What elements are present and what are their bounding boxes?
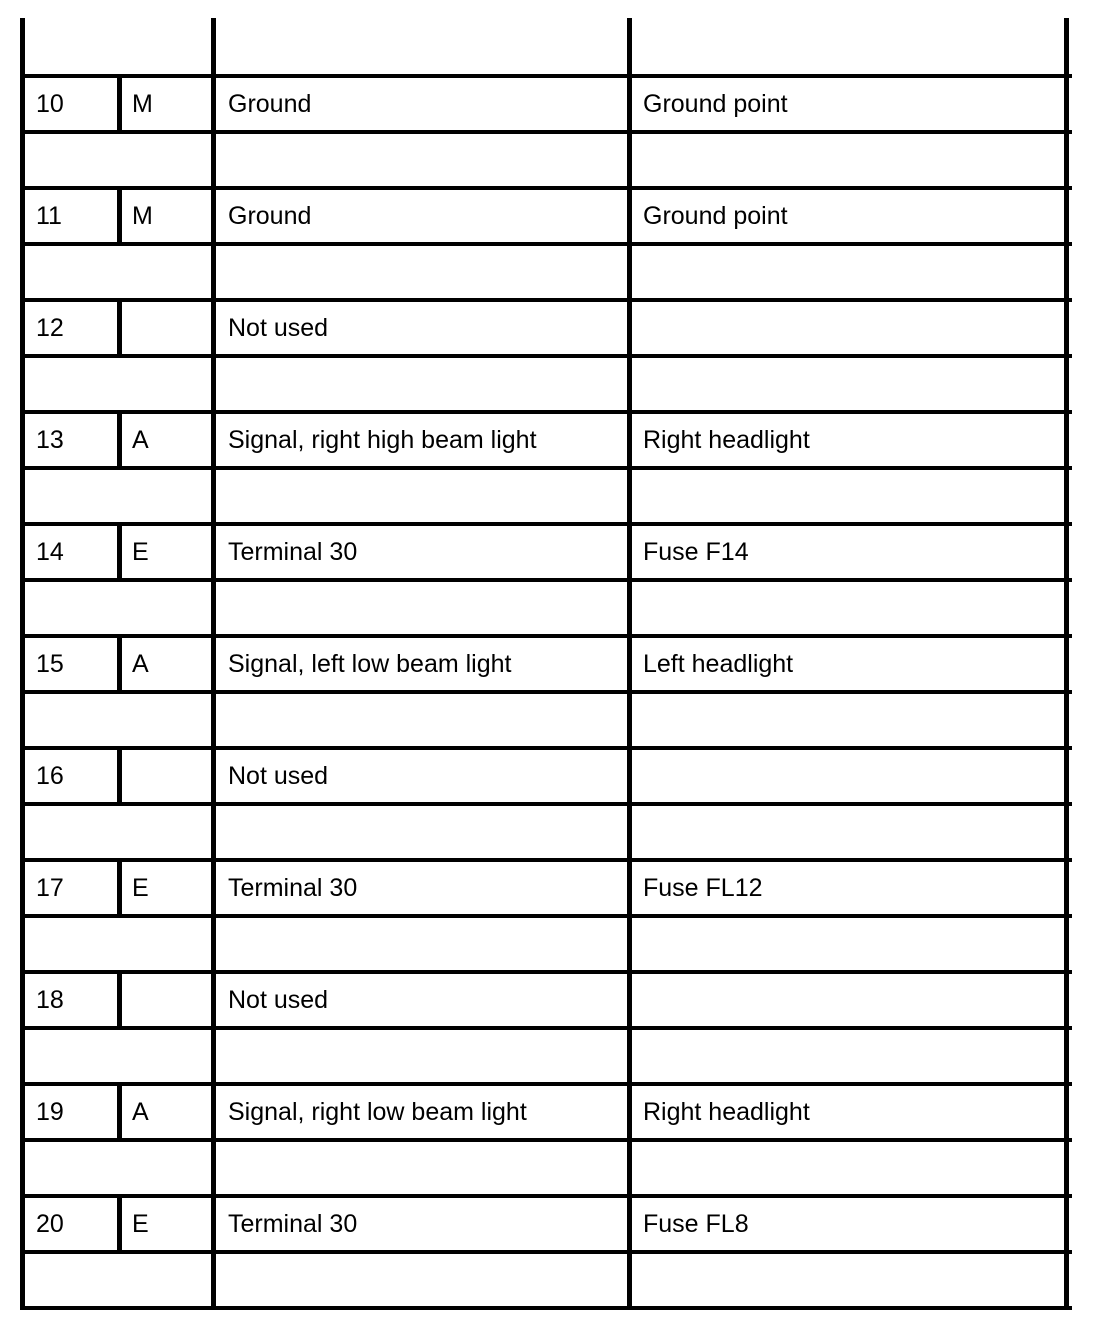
pin-cell: 16 bbox=[36, 761, 64, 790]
description-cell: Signal, right low beam light bbox=[228, 1097, 527, 1126]
component-cell: Ground point bbox=[643, 201, 788, 230]
component-cell: Left headlight bbox=[643, 649, 794, 678]
pin-cell: 18 bbox=[36, 985, 64, 1014]
type-cell bbox=[118, 750, 214, 802]
row-border bbox=[22, 914, 1072, 918]
description-cell: Signal, left low beam light bbox=[228, 649, 512, 678]
type-cell: A bbox=[132, 649, 149, 678]
pin-cell: 14 bbox=[36, 537, 64, 566]
pin-cell: 15 bbox=[36, 649, 64, 678]
component-cell: Right headlight bbox=[643, 1097, 810, 1126]
table-row bbox=[22, 190, 1072, 242]
table-row bbox=[22, 638, 1072, 690]
description-cell: Not used bbox=[228, 985, 329, 1014]
description-cell: Terminal 30 bbox=[228, 1209, 358, 1238]
description-cell: Ground bbox=[228, 89, 312, 118]
row-border bbox=[22, 130, 1072, 134]
row-border bbox=[22, 354, 1072, 358]
pin-cell: 20 bbox=[36, 1209, 64, 1238]
row-border bbox=[22, 1250, 1072, 1254]
type-cell: E bbox=[132, 873, 149, 902]
component-cell bbox=[629, 302, 1066, 354]
type-cell: E bbox=[132, 537, 149, 566]
row-border bbox=[22, 1026, 1072, 1030]
type-cell bbox=[118, 302, 214, 354]
row-border bbox=[22, 802, 1072, 806]
component-cell: Ground point bbox=[643, 89, 788, 118]
pin-cell: 10 bbox=[36, 89, 64, 118]
table-bottom-border bbox=[22, 1306, 1072, 1310]
table-row bbox=[22, 302, 1072, 354]
row-border bbox=[22, 466, 1072, 470]
component-cell: Fuse FL8 bbox=[643, 1209, 749, 1238]
table-row bbox=[22, 1086, 1072, 1138]
table-row bbox=[22, 862, 1072, 914]
description-cell: Signal, right high beam light bbox=[228, 425, 537, 454]
table-row bbox=[22, 414, 1072, 466]
component-cell bbox=[629, 974, 1066, 1026]
table-row bbox=[22, 1198, 1072, 1250]
table-row bbox=[22, 974, 1072, 1026]
table-row bbox=[22, 78, 1072, 130]
type-cell: M bbox=[132, 89, 153, 118]
description-cell: Terminal 30 bbox=[228, 537, 358, 566]
description-cell: Ground bbox=[228, 201, 312, 230]
table-row bbox=[22, 526, 1072, 578]
type-cell: A bbox=[132, 425, 149, 454]
row-border bbox=[22, 1138, 1072, 1142]
row-border bbox=[22, 578, 1072, 582]
row-border bbox=[22, 242, 1072, 246]
row-border bbox=[22, 690, 1072, 694]
pin-cell: 17 bbox=[36, 873, 64, 902]
type-cell bbox=[118, 974, 214, 1026]
type-cell: M bbox=[132, 201, 153, 230]
type-cell: E bbox=[132, 1209, 149, 1238]
pin-cell: 12 bbox=[36, 313, 64, 342]
component-cell bbox=[629, 750, 1066, 802]
pin-cell: 13 bbox=[36, 425, 64, 454]
pin-cell: 19 bbox=[36, 1097, 64, 1126]
description-cell: Not used bbox=[228, 313, 329, 342]
description-cell: Not used bbox=[228, 761, 329, 790]
table-row bbox=[22, 750, 1072, 802]
component-cell: Fuse FL12 bbox=[643, 873, 763, 902]
component-cell: Right headlight bbox=[643, 425, 810, 454]
description-cell: Terminal 30 bbox=[228, 873, 358, 902]
component-cell: Fuse F14 bbox=[643, 537, 749, 566]
type-cell: A bbox=[132, 1097, 149, 1126]
pin-cell: 11 bbox=[36, 201, 62, 230]
